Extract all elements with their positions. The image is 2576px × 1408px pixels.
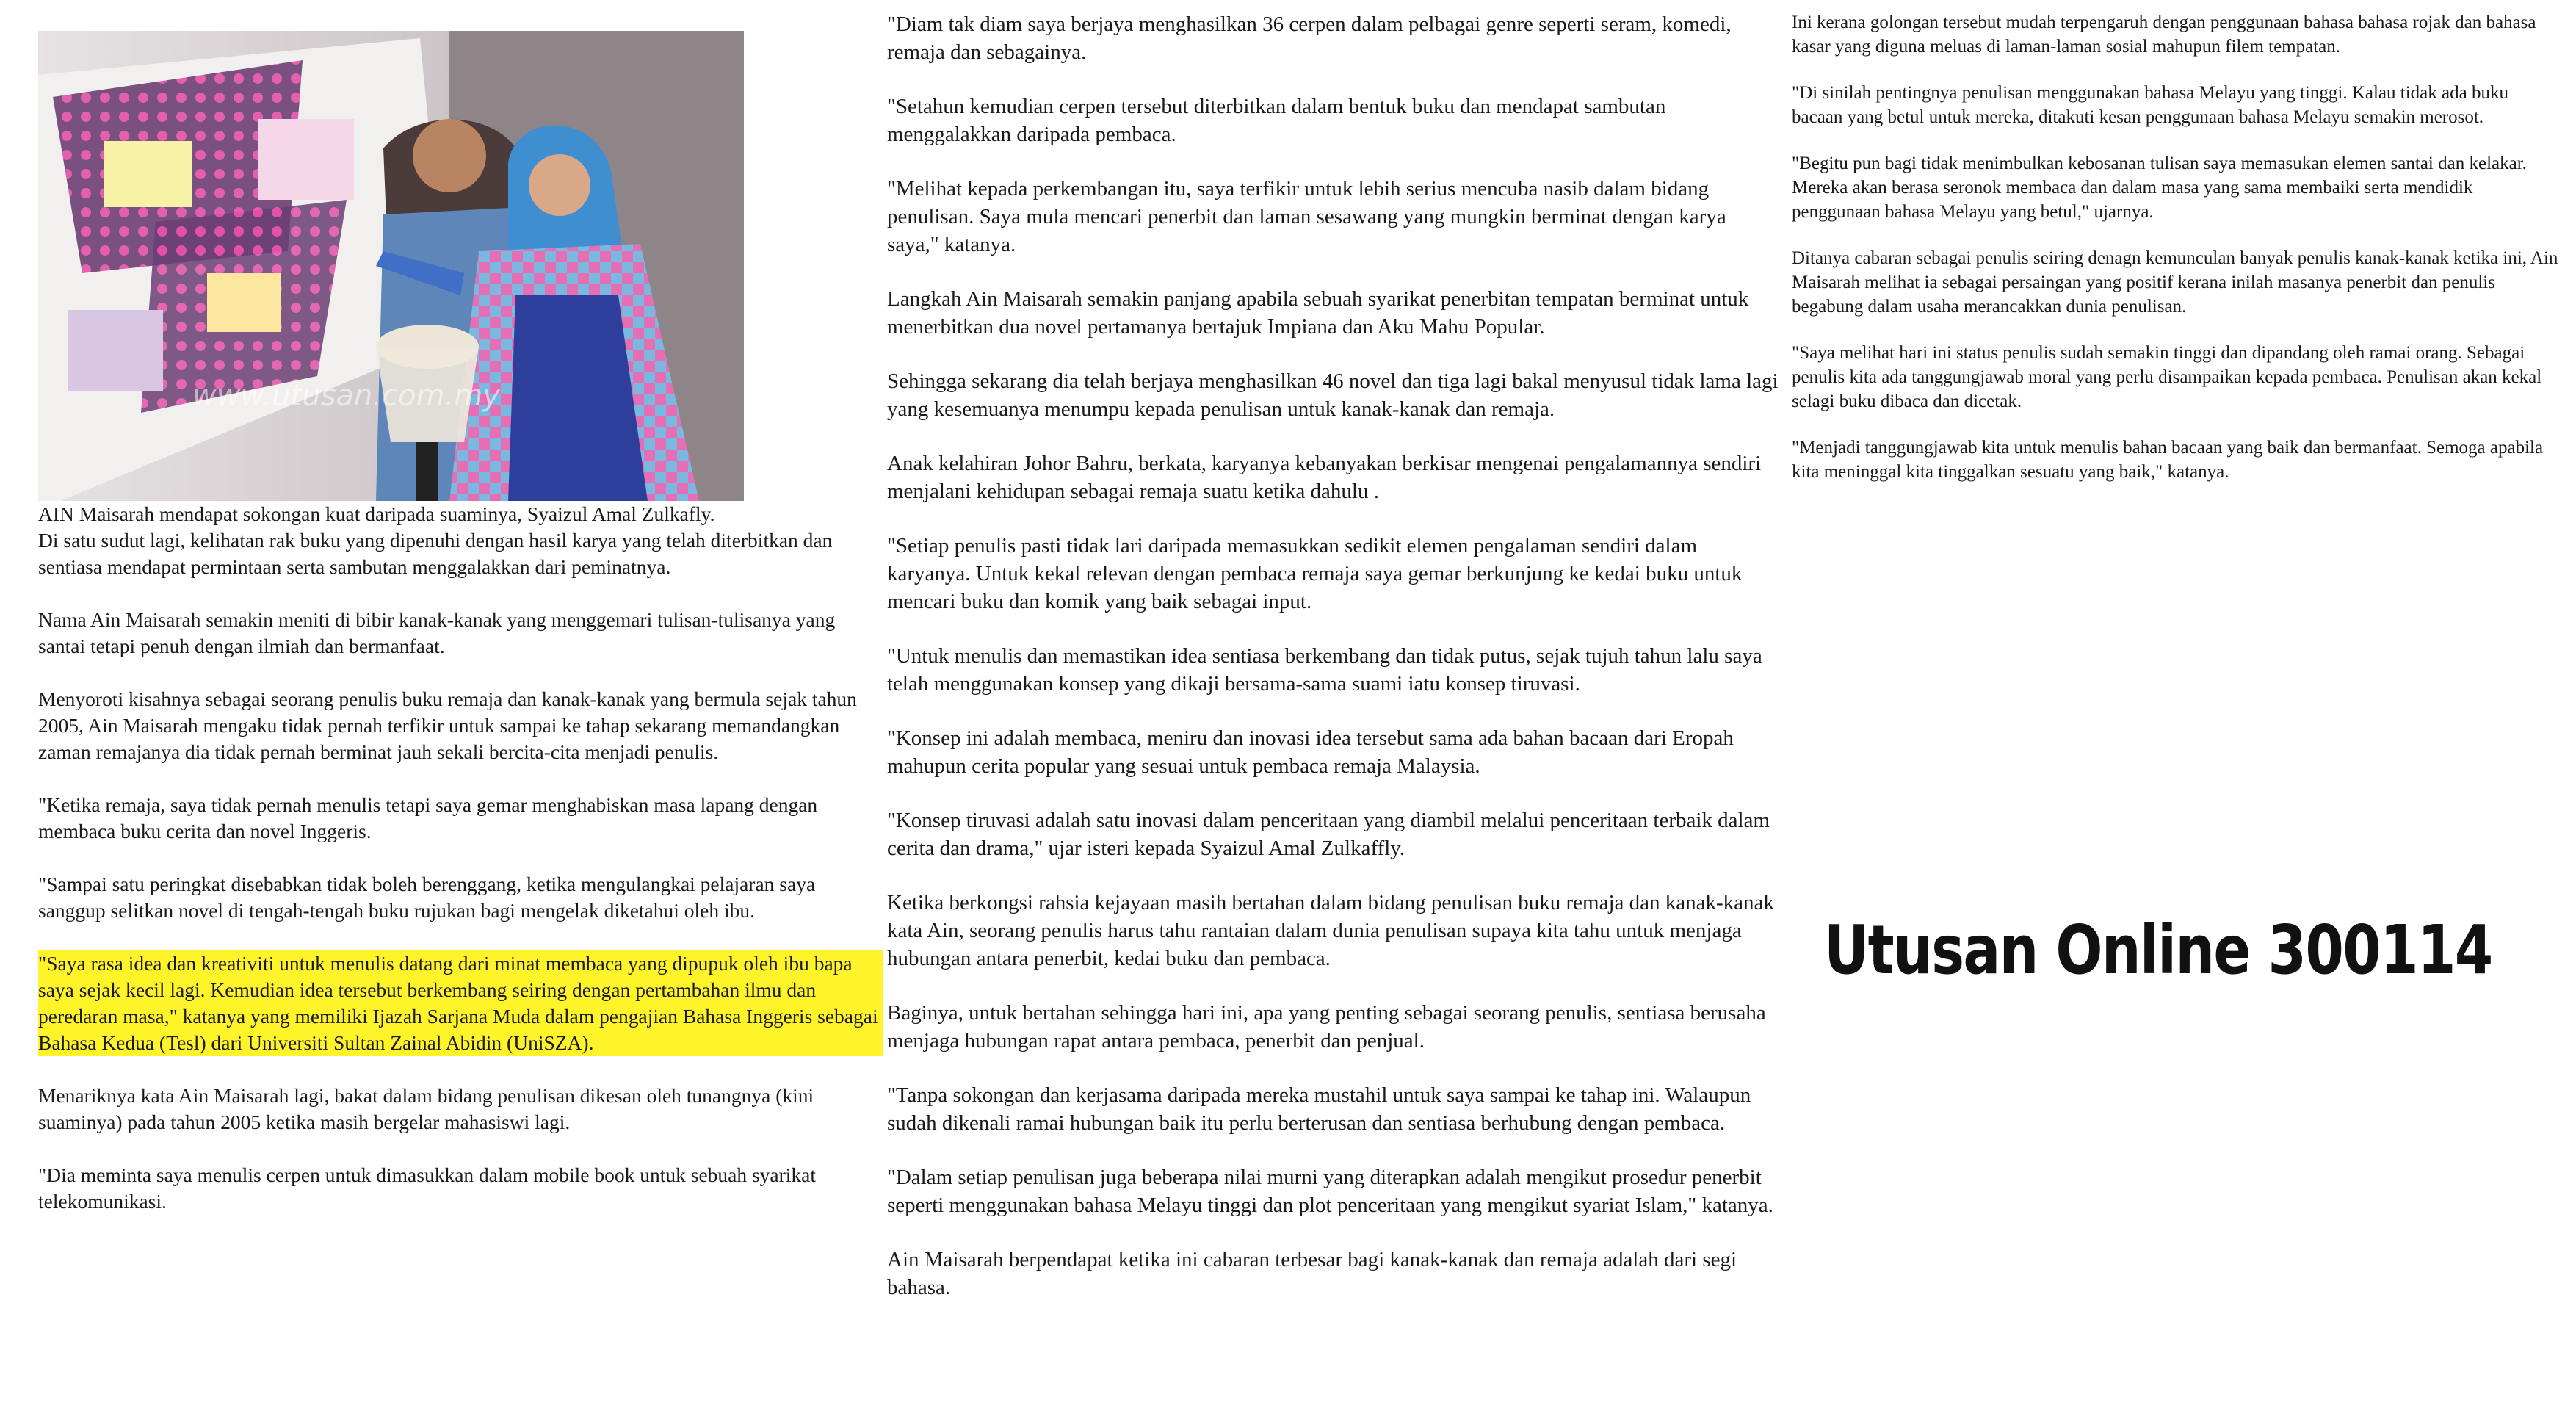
paragraph: "Saya melihat hari ini status penulis sudah semakin tinggi dan dipandang oleh ramai orang. Sebagai penulis kita ada tanggungjawab moral yang perlu disampaikan kepada pembaca. Penulisan akan kekal selagi buku dibaca dan dicetak. xyxy=(1792,343,2542,411)
caption-text: AIN Maisarah mendapat sokongan kuat daripada suaminya, Syaizul Amal Zulkafly. xyxy=(38,502,715,525)
paragraph: Baginya, untuk bertahan sehingga hari ini, apa yang penting sebagai seorang penulis, sentiasa berusaha menjaga hubungan rapat antara pembaca, penerbit dan penjual. xyxy=(887,1001,1766,1053)
paragraph: Anak kelahiran Johor Bahru, berkata, karyanya kebanyakan berkisar mengenai pengalamannya sendiri menjalani kehidupan sebagai remaja suatu ketika dahulu . xyxy=(887,452,1762,503)
paragraph: Menariknya kata Ain Maisarah lagi, bakat dalam bidang penulisan dikesan oleh tunangnya (kini suaminya) pada tahun 2005 ketika masih bergelar mahasiswi lagi. xyxy=(38,1084,814,1133)
paragraph: "Sampai satu peringkat disebabkan tidak boleh berenggang, ketika mengulangkai pelajaran saya sanggup selitkan novel di tengah-tengah buku rujukan bagi mengelak diketahui oleh ibu. xyxy=(38,873,816,922)
paragraph: "Untuk menulis dan memastikan idea sentiasa berkembang dan tidak putus, sejak tujuh tahun lalu saya telah menggunakan konsep yang dikaji bersama-sama suami iatu konsep tiruvasi. xyxy=(887,644,1762,696)
paragraph: Di satu sudut lagi, kelihatan rak buku yang dipenuhi dengan hasil karya yang telah diterbitkan dan sentiasa mendapat permintaan serta sambutan menggalakkan dari peminatnya. xyxy=(38,529,833,578)
paragraph: "Begitu pun bagi tidak menimbulkan kebosanan tulisan saya memasukan elemen santai dan kelakar. Mereka akan berasa seronok membaca dan dalam masa yang sama membaiki serta mendidik penggunaan bahasa Melayu yang betul," ujarnya. xyxy=(1792,154,2527,222)
paragraph: Ini kerana golongan tersebut mudah terpengaruh dengan penggunaan bahasa bahasa rojak dan bahasa kasar yang diguna meluas di laman-laman sosial mahupun filem tempatan. xyxy=(1792,12,2536,57)
paragraph: "Melihat kepada perkembangan itu, saya terfikir untuk lebih serius mencuba nasib dalam bidang penulisan. Saya mula mencari penerbit dan laman sesawang yang mungkin berminat dengan karya saya," katanya. xyxy=(887,177,1726,256)
paragraph: "Menjadi tanggungjawab kita untuk menulis bahan bacaan yang baik dan bermanfaat. Semoga apabila kita meninggal kita tinggalkan sesuatu yang baik," katanya. xyxy=(1792,438,2544,482)
paragraph: "Dia meminta saya menulis cerpen untuk dimasukkan dalam mobile book untuk sebuah syarikat telekomunikasi. xyxy=(38,1163,817,1213)
article-column-3 xyxy=(1792,10,2563,506)
source-stamp: Utusan Online 300114 xyxy=(1824,911,2492,989)
paragraph: "Konsep ini adalah membaca, meniru dan inovasi idea tersebut sama ada bahan bacaan dari Eropah mahupun cerita popular yang sesuai untuk pembaca remaja Malaysia. xyxy=(887,726,1734,778)
photo-illustration xyxy=(38,31,744,501)
paragraph: "Dalam setiap penulisan juga beberapa nilai murni yang diterapkan adalah mengikut prosedur penerbit seperti menggunakan bahasa Melayu tinggi dan plot penceritaan yang mengikut syariat Islam," katanya. xyxy=(887,1166,1773,1217)
paragraph: Ain Maisarah berpendapat ketika ini cabaran terbesar bagi kanak-kanak dan remaja adalah dari segi bahasa. xyxy=(887,1248,1737,1299)
paragraph: "Setiap penulis pasti tidak lari daripada memasukkan sedikit elemen pengalaman sendiri dalam karyanya. Untuk kekal relevan dengan pembaca remaja saya gemar berkunjung ke kedai buku untuk mencari buku dan komik yang baik sebagai input. xyxy=(887,534,1743,613)
paragraph: "Tanpa sokongan dan kerjasama daripada mereka mustahil untuk saya sampai ke tahap ini. Walaupun sudah dikenali ramai hubungan baik itu perlu berterusan dan sentiasa berhubung dengan pembaca. xyxy=(887,1083,1751,1135)
photo-watermark: www.utusan.com.my xyxy=(192,379,500,413)
highlighted-paragraph: "Saya rasa idea dan kreativiti untuk menulis datang dari minat membaca yang dipupuk oleh ibu bapa saya sejak kecil lagi. Kemudian idea tersebut berkembang seiring dengan pertambahan ilmu dan peredaran masa," katanya yang memiliki Ijazah Sarjana Muda dalam pengajian Bahasa Inggeris sebagai Bahasa Kedua (Tesl) dari Universiti Sultan Zainal Abidin (UniSZA). xyxy=(38,950,883,1056)
article-photo xyxy=(38,31,744,501)
paragraph: Nama Ain Maisarah semakin meniti di bibir kanak-kanak yang menggemari tulisan-tulisanya yang santai tetapi penuh dengan ilmiah dan bermanfaat. xyxy=(38,608,836,657)
article-column-2 xyxy=(887,10,1779,1328)
paragraph: Langkah Ain Maisarah semakin panjang apabila sebuah syarikat penerbitan tempatan berminat untuk menerbitkan dua novel pertamanya bertajuk Impiana dan Aku Mahu Popular. xyxy=(887,287,1749,339)
article-column-1 xyxy=(38,527,883,1241)
paragraph: Ditanya cabaran sebagai penulis seiring denagn kemunculan banyak penulis kanak-kanak ketika ini, Ain Maisarah melihat ia sebagai persaingan yang positif kerana inilah masanya penerbit dan penulis begabung dalam usaha merancakkan dunia penulisan. xyxy=(1792,248,2558,317)
paragraph: Ketika berkongsi rahsia kejayaan masih bertahan dalam bidang penulisan buku remaja dan kanak-kanak kata Ain, seorang penulis harus tahu rantaian dalam dunia penulisan supaya kita tahu untuk menjaga hubungan antara penerbit, kedai buku dan pembaca. xyxy=(887,891,1774,970)
paragraph: Menyoroti kisahnya sebagai seorang penulis buku remaja dan kanak-kanak yang bermula sejak tahun 2005, Ain Maisarah mengaku tidak pernah terfikir untuk sampai ke tahap sekarang memandangkan zaman remajanya dia tidak pernah berminat jauh sekali bercita-cita menjadi penulis. xyxy=(38,687,857,763)
paragraph: "Konsep tiruvasi adalah satu inovasi dalam penceritaan yang diambil melalui penceritaan terbaik dalam cerita dan drama," ujar isteri kepada Syaizul Amal Zulkaffly. xyxy=(887,809,1770,860)
paragraph: Sehingga sekarang dia telah berjaya menghasilkan 46 novel dan tiga lagi bakal menyusul tidak lama lagi yang kesemuanya menumpu kepada penulisan untuk kanak-kanak dan remaja. xyxy=(887,369,1779,421)
paragraph: "Di sinilah pentingnya penulisan menggunakan bahasa Melayu yang tinggi. Kalau tidak ada buku bacaan yang betul untuk mereka, ditakuti kesan penggunaan bahasa Melayu semakin merosot. xyxy=(1792,83,2508,127)
paragraph: "Diam tak diam saya berjaya menghasilkan 36 cerpen dalam pelbagai genre seperti seram, komedi, remaja dan sebagainya. xyxy=(887,12,1732,64)
paragraph: "Setahun kemudian cerpen tersebut diterbitkan dalam bentuk buku dan mendapat sambutan menggalakkan daripada pembaca. xyxy=(887,95,1666,146)
paragraph: "Ketika remaja, saya tidak pernah menulis tetapi saya gemar menghabiskan masa lapang dengan membaca buku cerita dan novel Inggeris. xyxy=(38,793,818,842)
